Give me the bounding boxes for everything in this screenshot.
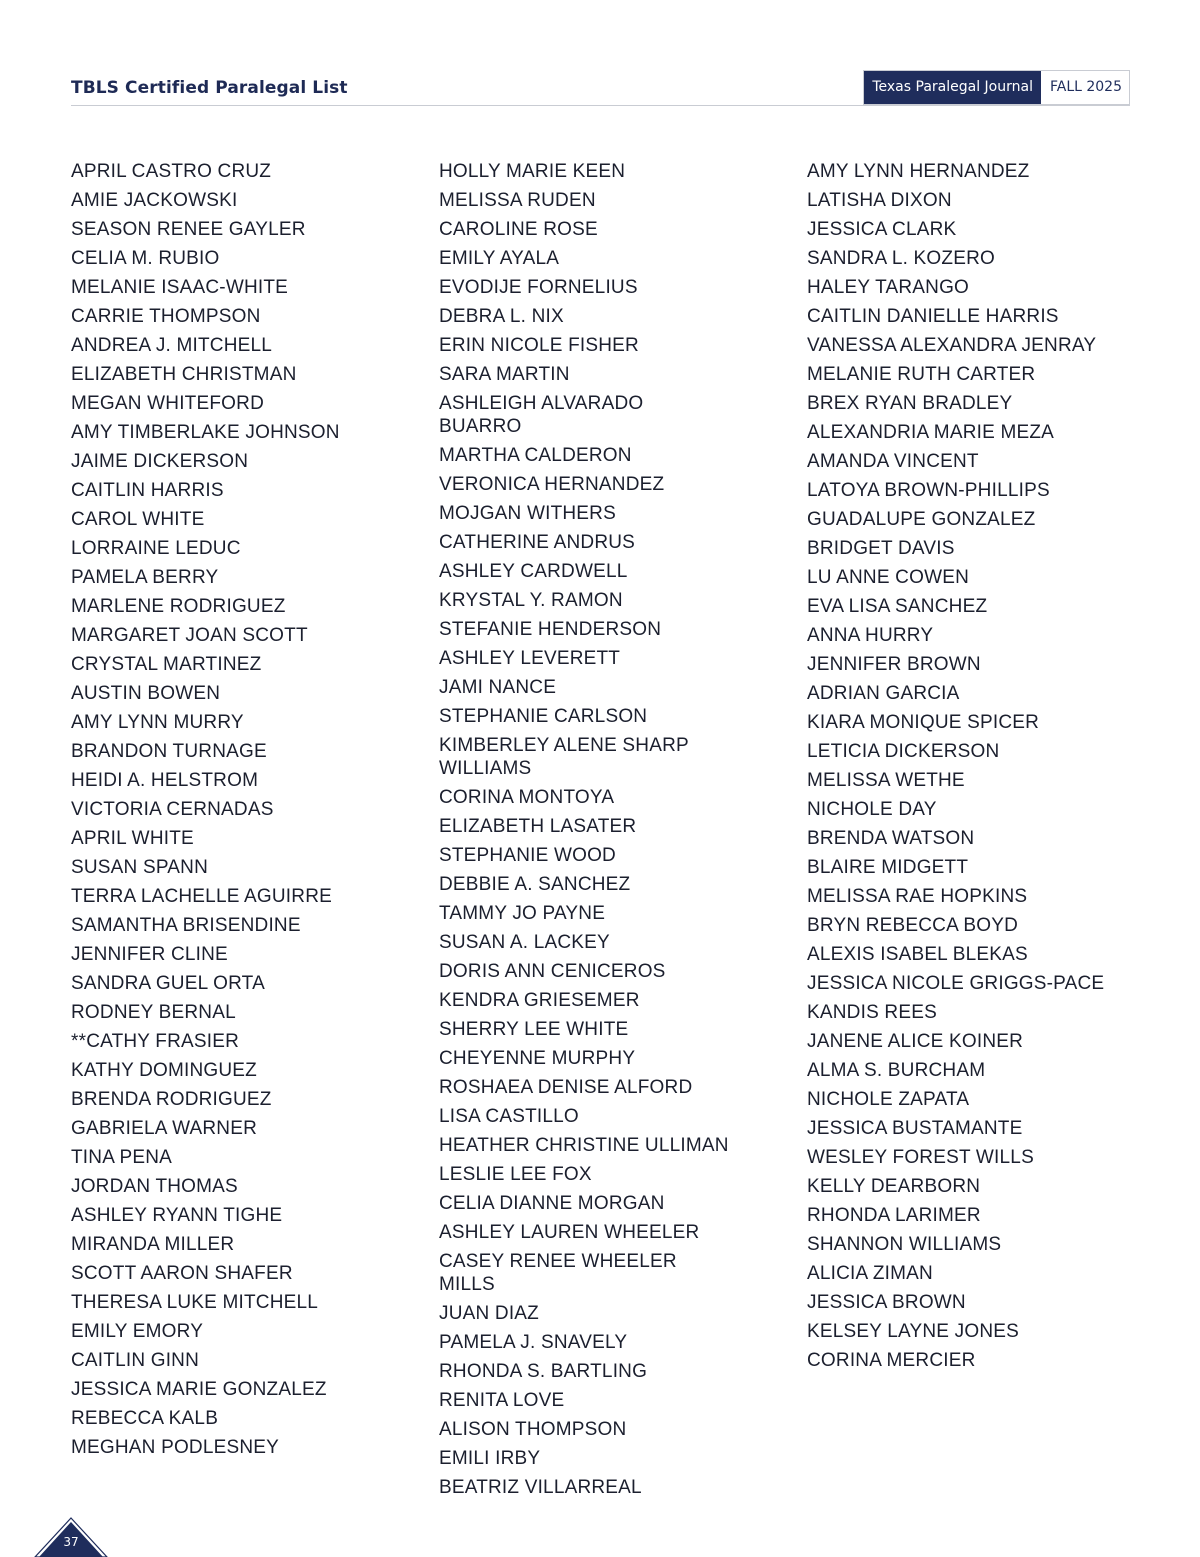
name-entry: CORINA MERCIER	[807, 1350, 976, 1371]
name-entry: AMY LYNN HERNANDEZ	[807, 161, 1030, 182]
name-entry: SUSAN SPANN	[71, 857, 208, 878]
name-entry: TERRA LACHELLE AGUIRRE	[71, 886, 332, 907]
name-entry: ALICIA ZIMAN	[807, 1263, 933, 1284]
name-entry: JANENE ALICE KOINER	[807, 1031, 1024, 1052]
name-entry: APRIL WHITE	[71, 828, 194, 849]
name-entry: BRYN REBECCA BOYD	[807, 915, 1019, 936]
page-number-badge	[34, 1517, 108, 1557]
name-entry: JORDAN THOMAS	[71, 1176, 238, 1197]
name-entry: LATOYA BROWN-PHILLIPS	[807, 480, 1050, 501]
name-entry: CASEY RENEE WHEELER MILLS	[439, 1251, 677, 1295]
name-entry: ASHLEY LEVERETT	[439, 648, 621, 669]
name-entry: JAIME DICKERSON	[71, 451, 249, 472]
name-entry: MARTHA CALDERON	[439, 445, 632, 466]
name-entry: ANNA HURRY	[807, 625, 934, 646]
name-entry: **CATHY FRASIER	[71, 1031, 240, 1052]
name-entry: BRENDA WATSON	[807, 828, 975, 849]
name-entry: BRANDON TURNAGE	[71, 741, 267, 762]
name-entry: GABRIELA WARNER	[71, 1118, 258, 1139]
name-entry: EMILY AYALA	[439, 248, 560, 269]
name-entry: CORINA MONTOYA	[439, 787, 615, 808]
name-entry: DEBRA L. NIX	[439, 306, 564, 327]
name-entry: JAMI NANCE	[439, 677, 557, 698]
name-entry: KENDRA GRIESEMER	[439, 990, 640, 1011]
name-entry: RODNEY BERNAL	[71, 1002, 236, 1023]
name-entry: MIRANDA MILLER	[71, 1234, 235, 1255]
name-entry: MEGAN WHITEFORD	[71, 393, 264, 414]
name-entry: MELISSA RUDEN	[439, 190, 596, 211]
name-entry: STEFANIE HENDERSON	[439, 619, 662, 640]
name-entry: KIMBERLEY ALENE SHARP WILLIAMS	[439, 735, 689, 779]
name-entry: CAROLINE ROSE	[439, 219, 598, 240]
name-entry: ALEXANDRIA MARIE MEZA	[807, 422, 1055, 443]
name-entry: KATHY DOMINGUEZ	[71, 1060, 257, 1081]
name-entry: CELIA M. RUBIO	[71, 248, 220, 269]
name-entry: BRENDA RODRIGUEZ	[71, 1089, 272, 1110]
name-entry: MEGHAN PODLESNEY	[71, 1437, 280, 1458]
journal-badge	[863, 70, 1130, 105]
name-entry: BLAIRE MIDGETT	[807, 857, 969, 878]
name-entry: JESSICA MARIE GONZALEZ	[71, 1379, 327, 1400]
name-entry: MARGARET JOAN SCOTT	[71, 625, 308, 646]
name-entry: CAITLIN DANIELLE HARRIS	[807, 306, 1059, 327]
name-entry: LU ANNE COWEN	[807, 567, 970, 588]
name-column-3	[807, 160, 1137, 1378]
name-entry: LORRAINE LEDUC	[71, 538, 241, 559]
journal-issue: FALL 2025	[1041, 71, 1129, 104]
name-entry: ADRIAN GARCIA	[807, 683, 960, 704]
name-entry: ELIZABETH LASATER	[439, 816, 637, 837]
name-entry: NICHOLE ZAPATA	[807, 1089, 970, 1110]
name-entry: ANDREA J. MITCHELL	[71, 335, 273, 356]
list-title: TBLS Certified Paralegal List	[71, 78, 348, 98]
name-entry: REBECCA KALB	[71, 1408, 219, 1429]
name-entry: AMIE JACKOWSKI	[71, 190, 238, 211]
name-entry: SARA MARTIN	[439, 364, 570, 385]
name-entry: JESSICA BROWN	[807, 1292, 966, 1313]
name-entry: MARLENE RODRIGUEZ	[71, 596, 286, 617]
name-entry: ELIZABETH CHRISTMAN	[71, 364, 297, 385]
name-entry: KELSEY LAYNE JONES	[807, 1321, 1019, 1342]
name-entry: CAITLIN HARRIS	[71, 480, 224, 501]
name-entry: JESSICA BUSTAMANTE	[807, 1118, 1023, 1139]
name-entry: EVODIJE FORNELIUS	[439, 277, 638, 298]
name-entry: CATHERINE ANDRUS	[439, 532, 636, 553]
name-entry: EVA LISA SANCHEZ	[807, 596, 988, 617]
name-entry: CELIA DIANNE MORGAN	[439, 1193, 665, 1214]
page-number: 37	[63, 1535, 79, 1549]
name-entry: AMY LYNN MURRY	[71, 712, 244, 733]
name-entry: APRIL CASTRO CRUZ	[71, 161, 272, 182]
name-entry: ALISON THOMPSON	[439, 1419, 627, 1440]
name-entry: MELANIE RUTH CARTER	[807, 364, 1036, 385]
name-entry: HALEY TARANGO	[807, 277, 970, 298]
name-entry: KRYSTAL Y. RAMON	[439, 590, 623, 611]
name-entry: STEPHANIE CARLSON	[439, 706, 648, 727]
name-entry: HOLLY MARIE KEEN	[439, 161, 626, 182]
name-entry: NICHOLE DAY	[807, 799, 937, 820]
page-header	[71, 70, 1130, 106]
name-entry: JESSICA NICOLE GRIGGS-PACE	[807, 973, 1105, 994]
name-entry: JENNIFER BROWN	[807, 654, 981, 675]
name-entry: ASHLEY RYANN TIGHE	[71, 1205, 283, 1226]
name-entry: DORIS ANN CENICEROS	[439, 961, 666, 982]
name-entry: BREX RYAN BRADLEY	[807, 393, 1013, 414]
name-entry: JUAN DIAZ	[439, 1303, 539, 1324]
name-entry: EMILY EMORY	[71, 1321, 204, 1342]
name-entry: SAMANTHA BRISENDINE	[71, 915, 301, 936]
name-entry: LETICIA DICKERSON	[807, 741, 1000, 762]
name-entry: CARRIE THOMPSON	[71, 306, 261, 327]
name-entry: ALEXIS ISABEL BLEKAS	[807, 944, 1028, 965]
name-entry: THERESA LUKE MITCHELL	[71, 1292, 319, 1313]
name-entry: LESLIE LEE FOX	[439, 1164, 592, 1185]
name-entry: SHERRY LEE WHITE	[439, 1019, 629, 1040]
name-entry: HEATHER CHRISTINE ULLIMAN	[439, 1135, 729, 1156]
name-entry: TAMMY JO PAYNE	[439, 903, 606, 924]
name-entry: MELISSA WETHE	[807, 770, 965, 791]
name-entry: ASHLEIGH ALVARADO BUARRO	[439, 393, 644, 437]
name-entry: LATISHA DIXON	[807, 190, 952, 211]
name-entry: CRYSTAL MARTINEZ	[71, 654, 262, 675]
name-entry: AMANDA VINCENT	[807, 451, 979, 472]
name-entry: SCOTT AARON SHAFER	[71, 1263, 293, 1284]
name-entry: JENNIFER CLINE	[71, 944, 228, 965]
name-entry: MELANIE ISAAC-WHITE	[71, 277, 289, 298]
name-entry: JESSICA CLARK	[807, 219, 957, 240]
name-entry: PAMELA BERRY	[71, 567, 219, 588]
name-entry: RHONDA LARIMER	[807, 1205, 981, 1226]
name-entry: KELLY DEARBORN	[807, 1176, 981, 1197]
name-entry: BRIDGET DAVIS	[807, 538, 955, 559]
name-column-2	[439, 160, 729, 1505]
journal-name: Texas Paralegal Journal	[864, 71, 1041, 104]
name-entry: AUSTIN BOWEN	[71, 683, 221, 704]
name-entry: ALMA S. BURCHAM	[807, 1060, 986, 1081]
name-entry: LISA CASTILLO	[439, 1106, 579, 1127]
name-entry: KIARA MONIQUE SPICER	[807, 712, 1040, 733]
name-entry: SUSAN A. LACKEY	[439, 932, 610, 953]
name-entry: CAROL WHITE	[71, 509, 205, 530]
name-entry: CHEYENNE MURPHY	[439, 1048, 636, 1069]
name-entry: DEBBIE A. SANCHEZ	[439, 874, 631, 895]
name-entry: PAMELA J. SNAVELY	[439, 1332, 628, 1353]
name-entry: SEASON RENEE GAYLER	[71, 219, 306, 240]
name-entry: MELISSA RAE HOPKINS	[807, 886, 1028, 907]
name-entry: STEPHANIE WOOD	[439, 845, 616, 866]
name-entry: ROSHAEA DENISE ALFORD	[439, 1077, 693, 1098]
name-entry: RENITA LOVE	[439, 1390, 565, 1411]
name-entry: HEIDI A. HELSTROM	[71, 770, 259, 791]
name-entry: EMILI IRBY	[439, 1448, 541, 1469]
header-divider	[71, 105, 1130, 106]
name-entry: VERONICA HERNANDEZ	[439, 474, 665, 495]
name-entry: VICTORIA CERNADAS	[71, 799, 274, 820]
name-entry: WESLEY FOREST WILLS	[807, 1147, 1034, 1168]
name-entry: TINA PENA	[71, 1147, 173, 1168]
name-entry: ASHLEY LAUREN WHEELER	[439, 1222, 700, 1243]
name-entry: SANDRA GUEL ORTA	[71, 973, 265, 994]
name-entry: GUADALUPE GONZALEZ	[807, 509, 1036, 530]
name-entry: SHANNON WILLIAMS	[807, 1234, 1002, 1255]
name-entry: CAITLIN GINN	[71, 1350, 200, 1371]
name-entry: MOJGAN WITHERS	[439, 503, 616, 524]
name-column-1	[71, 160, 401, 1465]
name-entry: ASHLEY CARDWELL	[439, 561, 628, 582]
name-entry: ERIN NICOLE FISHER	[439, 335, 639, 356]
name-entry: BEATRIZ VILLARREAL	[439, 1477, 642, 1498]
name-entry: KANDIS REES	[807, 1002, 937, 1023]
name-entry: SANDRA L. KOZERO	[807, 248, 995, 269]
name-entry: RHONDA S. BARTLING	[439, 1361, 648, 1382]
name-entry: AMY TIMBERLAKE JOHNSON	[71, 422, 340, 443]
name-entry: VANESSA ALEXANDRA JENRAY	[807, 335, 1097, 356]
